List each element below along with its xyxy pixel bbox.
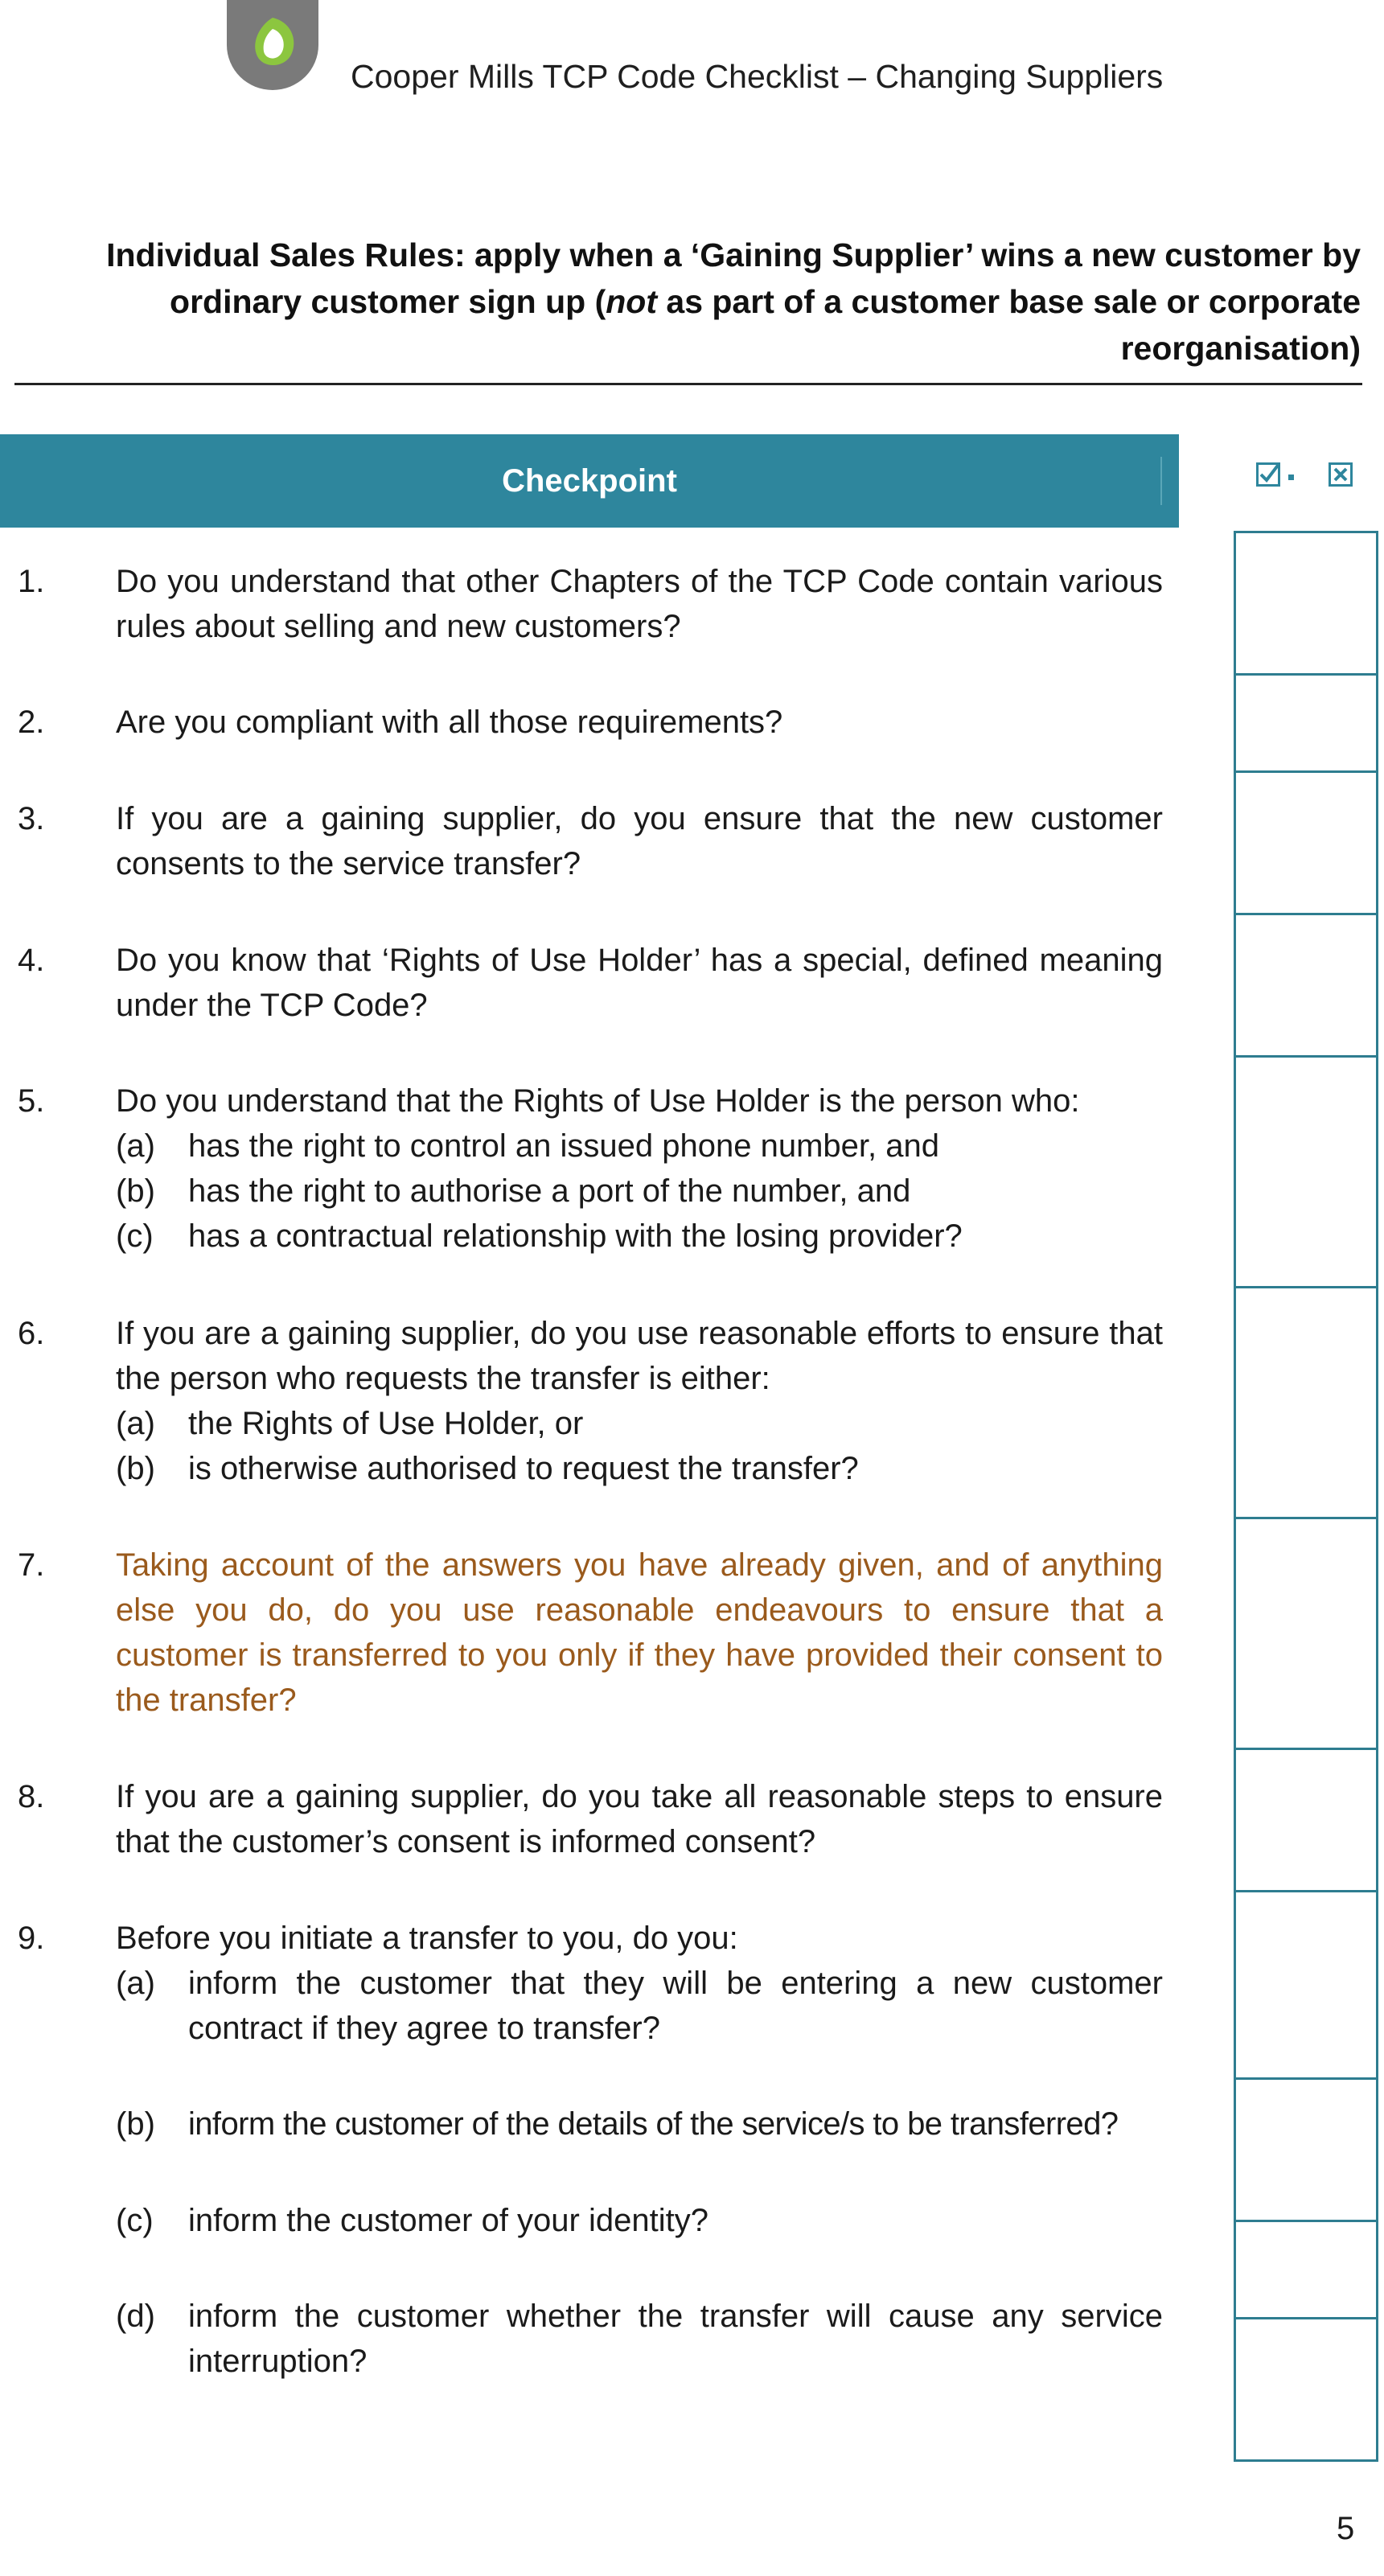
checkpoint-question: If you are a gaining supplier, do you ensure that the new customer consents to the service transfer? — [116, 801, 1163, 881]
tick-box-item-9b[interactable] — [1234, 2077, 1378, 2222]
header-separator — [1160, 457, 1162, 505]
tick-box-item-9c[interactable] — [1234, 2220, 1378, 2319]
sub-item-text: has a contractual relationship with the losing provider? — [188, 1218, 963, 1254]
page-number: 5 — [1337, 2511, 1355, 2546]
item-number: 2. — [18, 705, 45, 740]
tick-box-item-7[interactable] — [1234, 1517, 1378, 1750]
sub-item-text: inform the customer whether the transfer will cause any service interruption? — [188, 2299, 1163, 2379]
sub-item-text: has the right to authorise a port of the number, and — [188, 1173, 911, 1209]
heading-part-1: Individual Sales Rules: apply when a ‘Gaining Supplier’ wins a new customer by ordinary customer sign up ( — [106, 236, 1361, 320]
sub-item-letter: (b) — [116, 1173, 155, 1209]
sub-item-text: inform the customer of your identity? — [188, 2203, 708, 2238]
sub-item-letter: (c) — [116, 2203, 154, 2238]
checkpoint-question: Before you initiate a transfer to you, do you: — [116, 1921, 738, 1956]
checkpoint-header-label: Checkpoint — [502, 462, 677, 499]
sub-item-letter: (d) — [116, 2299, 155, 2334]
checkbox-crossed-icon — [1329, 462, 1353, 487]
tick-box-item-9a[interactable] — [1234, 1890, 1378, 2080]
heading-divider — [14, 383, 1362, 385]
item-number: 6. — [18, 1316, 45, 1351]
heading-emphasis: not — [606, 283, 657, 320]
item-number: 7. — [18, 1547, 45, 1583]
tick-box-item-8[interactable] — [1234, 1748, 1378, 1892]
item-number: 9. — [18, 1921, 45, 1956]
sub-item-letter: (a) — [116, 1128, 155, 1164]
item-number: 4. — [18, 943, 45, 978]
sub-item-letter: (c) — [116, 1218, 154, 1254]
checkpoint-question: Do you understand that the Rights of Use Holder is the person who: — [116, 1083, 1080, 1119]
checkpoint-question: Do you know that ‘Rights of Use Holder’ has a special, defined meaning under the TCP Code? — [116, 943, 1163, 1023]
sub-item-text: inform the customer of the details of the service/s to be transferred? — [188, 2106, 1119, 2142]
sub-item-text: the Rights of Use Holder, or — [188, 1406, 584, 1441]
tick-box-item-6[interactable] — [1234, 1286, 1378, 1519]
item-number: 5. — [18, 1083, 45, 1119]
item-number: 3. — [18, 801, 45, 836]
document-title: Cooper Mills TCP Code Checklist – Changing Suppliers — [351, 58, 1164, 95]
checkpoint-question: If you are a gaining supplier, do you use reasonable efforts to ensure that the person who requests the transfer is either: — [116, 1316, 1163, 1396]
heading-part-2: as part of a customer base sale or corporate reorganisation) — [657, 283, 1361, 367]
tick-box-item-4[interactable] — [1234, 913, 1378, 1058]
checkbox-checked-icon — [1256, 462, 1280, 487]
checkpoint-question: Do you understand that other Chapters of the TCP Code contain various rules about selling and new customers? — [116, 564, 1163, 644]
sub-item-text: has the right to control an issued phone number, and — [188, 1128, 939, 1164]
tick-box-item-5[interactable] — [1234, 1055, 1378, 1288]
sub-item-letter: (b) — [116, 2106, 155, 2142]
sub-item-letter: (b) — [116, 1451, 155, 1486]
tick-box-item-9d[interactable] — [1234, 2317, 1378, 2462]
tick-box-item-3[interactable] — [1234, 770, 1378, 915]
checkpoint-question: If you are a gaining supplier, do you take all reasonable steps to ensure that the customer’s consent is informed consent? — [116, 1779, 1163, 1859]
checkpoint-question-highlighted: Taking account of the answers you have already given, and of anything else you do, do you use reasonable endeavours to ensure that a customer is transferred to you only if they have provided their consent to the transfer? — [116, 1547, 1163, 1718]
tick-box-item-1[interactable] — [1234, 531, 1378, 676]
leaf-logo-icon — [227, 0, 318, 90]
legend-separator-dot — [1288, 475, 1294, 480]
checkpoint-question: Are you compliant with all those requirements? — [116, 705, 783, 740]
checkpoint-column-header — [0, 434, 1179, 528]
sub-item-letter: (a) — [116, 1406, 155, 1441]
sub-item-letter: (a) — [116, 1966, 155, 2001]
item-number: 1. — [18, 564, 45, 599]
sub-item-text: inform the customer that they will be entering a new customer contract if they agree to transfer? — [188, 1966, 1163, 2046]
section-heading — [48, 232, 1361, 372]
sub-item-text: is otherwise authorised to request the transfer? — [188, 1451, 859, 1486]
item-number: 8. — [18, 1779, 45, 1814]
tick-box-item-2[interactable] — [1234, 673, 1378, 773]
